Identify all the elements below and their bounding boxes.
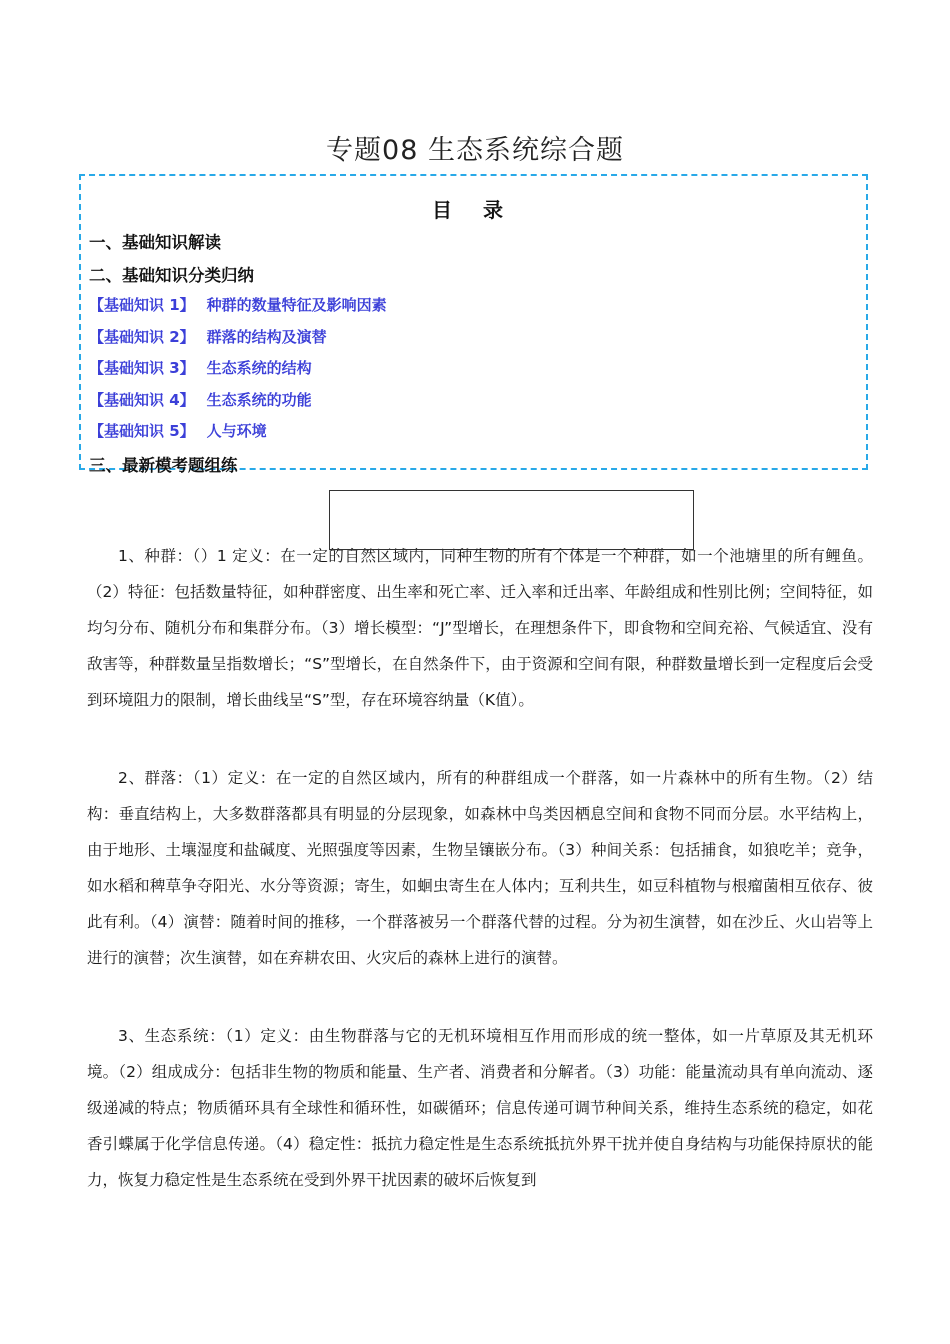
toc-section-3[interactable]: 三、最新模考题组练 <box>89 456 238 475</box>
empty-frame <box>329 490 694 550</box>
document-title: 专题08 生态系统综合题 <box>326 135 624 166</box>
toc-item-tag: 【基础知识 1】 <box>89 296 195 314</box>
toc-item-label: 生态系统的结构 <box>206 359 312 377</box>
toc-item-4[interactable] <box>89 389 312 410</box>
toc-item-tag: 【基础知识 2】 <box>89 328 195 346</box>
toc-section-2[interactable]: 二、基础知识分类归纳 <box>89 266 254 285</box>
toc-item-tag: 【基础知识 4】 <box>89 391 195 409</box>
toc-item-tag: 【基础知识 5】 <box>89 422 195 440</box>
toc-item-2[interactable] <box>89 326 327 347</box>
toc-item-3[interactable] <box>89 357 312 378</box>
toc-item-1[interactable] <box>89 294 387 315</box>
toc-section-1[interactable]: 一、基础知识解读 <box>89 233 221 252</box>
toc-item-label: 生态系统的功能 <box>206 391 312 409</box>
paragraph-community: 2、群落：（1）定义：在一定的自然区域内，所有的种群组成一个群落，如一片森林中的所有生物。（2）结构：垂直结构上，大多数群落都具有明显的分层现象，如森林中鸟类因栖息空间和食物不同而分层。水平结构上，由于地形、土壤湿度和盐碱度、光照强度等因素，生物呈镶嵌分布。（3）种间关系：包括捕食，如狼吃羊；竞争，如水稻和稗草争夺阳光、水分等资源；寄生，如蛔虫寄生在人体内；互利共生，如豆科植物与根瘤菌相互依存、彼此有利。（4）演替：随着时间的推移，一个群落被另一个群落代替的过程。分为初生演替，如在沙丘、火山岩等上进行的演替；次生演替，如在弃耕农田、火灾后的森林上进行的演替。 <box>87 769 873 967</box>
toc-item-5[interactable] <box>89 420 267 441</box>
toc-item-label: 群落的结构及演替 <box>206 328 327 346</box>
toc-item-label: 种群的数量特征及影响因素 <box>206 296 387 314</box>
toc-item-label: 人与环境 <box>206 422 267 440</box>
paragraph-population: 1、种群：（）1 定义：在一定的自然区域内，同种生物的所有个体是一个种群，如一个池塘里的所有鲤鱼。（2）特征：包括数量特征，如种群密度、出生率和死亡率、迁入率和迁出率、年龄组成和性别比例；空间特征，如均匀分布、随机分布和集群分布。（3）增长模型：“J”型增长，在理想条件下，即食物和空间充裕、气候适宜、没有敌害等，种群数量呈指数增长；“S”型增长，在自然条件下，由于资源和空间有限，种群数量增长到一定程度后会受到环境阻力的限制，增长曲线呈“S”型，存在环境容纳量（K值）。 <box>87 547 873 709</box>
toc-heading: 目 录 <box>432 198 515 222</box>
toc-item-tag: 【基础知识 3】 <box>89 359 195 377</box>
table-of-contents <box>79 174 868 475</box>
paragraph-ecosystem: 3、生态系统：（1）定义：由生物群落与它的无机环境相互作用而形成的统一整体，如一片草原及其无机环境。（2）组成成分：包括非生物的物质和能量、生产者、消费者和分解者。（3）功能：能量流动具有单向流动、逐级递减的特点；物质循环具有全球性和循环性，如碳循环；信息传递可调节种间关系，维持生态系统的稳定，如花香引蝶属于化学信息传递。（4）稳定性：抵抗力稳定性是生态系统抵抗外界干扰并使自身结构与功能保持原状的能力，恢复力稳定性是生态系统在受到外界干扰因素的破坏后恢复到 <box>87 1027 873 1189</box>
